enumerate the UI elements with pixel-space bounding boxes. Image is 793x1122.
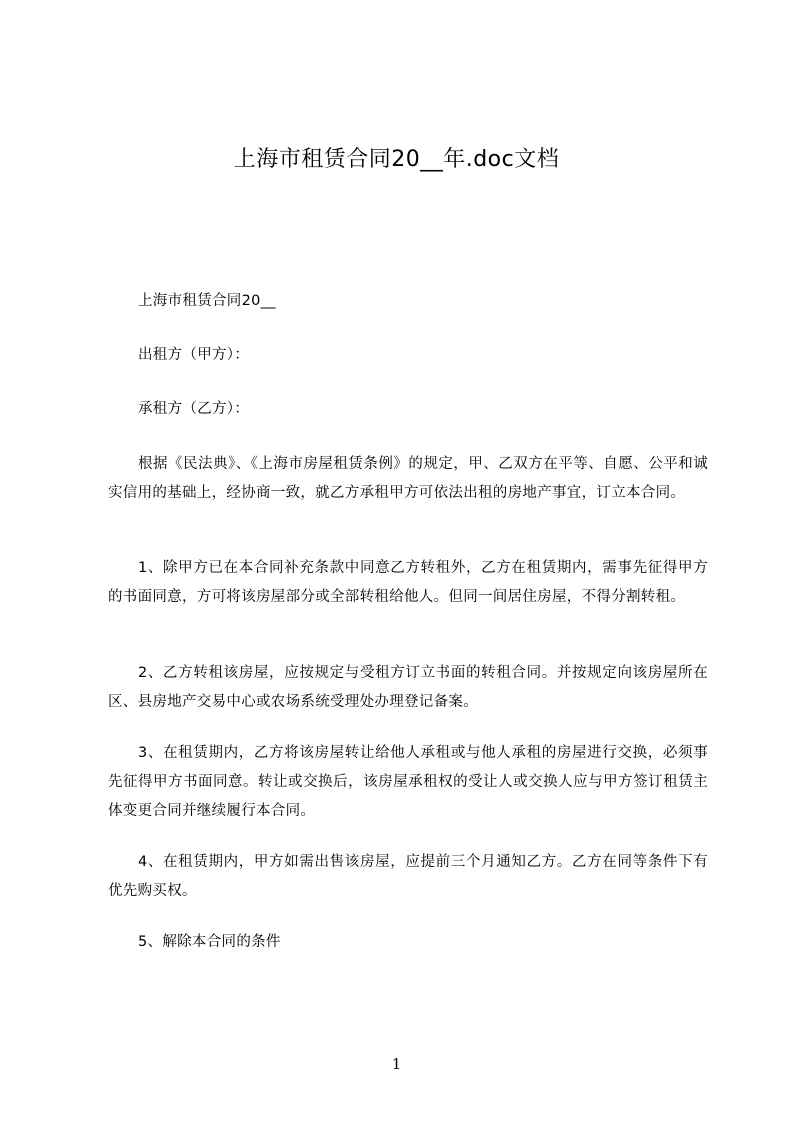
clause-2-paragraph: 2、乙方转租该房屋，应按规定与受租方订立书面的转租合同。并按规定向该房屋所在区、县房地产交易中心或农场系统受理处办理登记备案。 — [108, 665, 708, 710]
page-number: 1 — [391, 1055, 402, 1073]
lessor-line: 出租方（甲方）： — [138, 347, 250, 363]
lessee-line: 承租方（乙方）： — [138, 401, 250, 417]
clause-4-paragraph: 4、在租赁期内，甲方如需出售该房屋，应提前三个月通知乙方。乙方在同等条件下有优先购买权。 — [108, 854, 708, 899]
intro-paragraph: 根据《民法典》、《上海市房屋租赁条例》的规定，甲、乙双方在平等、自愿、公平和诚实信用的基础上，经协商一致，就乙方承租甲方可依法出租的房地产事宜，订立本合同。 — [108, 456, 708, 501]
clause-5-heading: 5、解除本合同的条件 — [138, 934, 281, 950]
clause-3-paragraph: 3、在租赁期内，乙方将该房屋转让给他人承租或与他人承租的房屋进行交换，必须事先征得甲方书面同意。转让或交换后，该房屋承租权的受让人或交换人应与甲方签订租赁主体变更合同并继续履行本合同。 — [108, 745, 708, 819]
document-title: 上海市租赁合同20__年.doc文档 — [233, 147, 560, 172]
clause-1-paragraph: 1、除甲方已在本合同补充条款中同意乙方转租外，乙方在租赁期内，需事先征得甲方的书面同意，方可将该房屋部分或全部转租给他人。但同一间居住房屋，不得分割转租。 — [108, 560, 708, 605]
contract-heading-line: 上海市租赁合同20__ — [138, 293, 276, 309]
